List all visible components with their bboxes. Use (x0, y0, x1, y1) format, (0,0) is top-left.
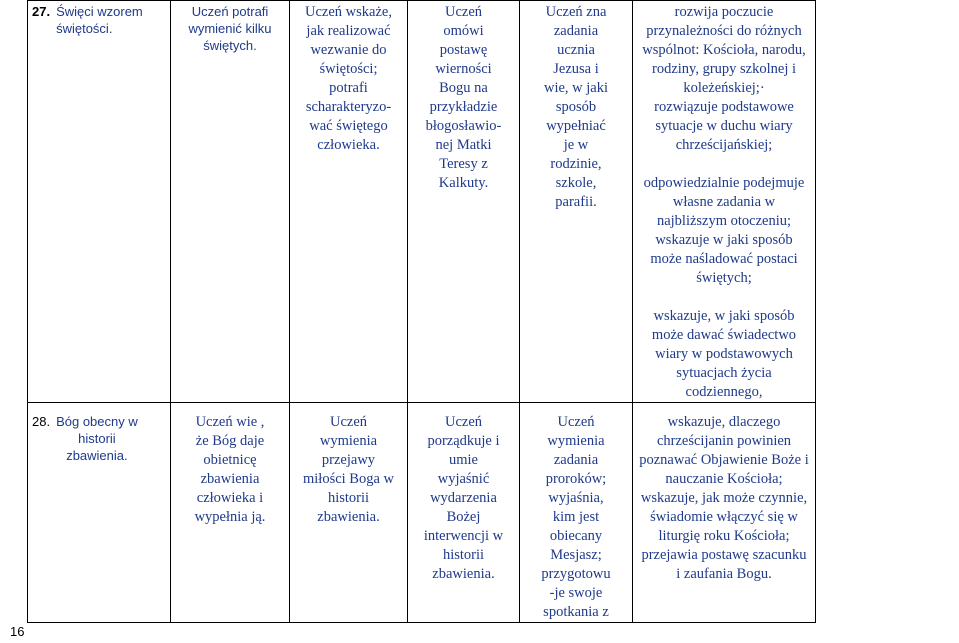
lesson-topic: Święci wzorem świętości. (56, 4, 143, 36)
curriculum-table (27, 0, 816, 623)
advanced-requirements: Uczeń wymienia zadania proroków; wyjaśnia, kim jest obiecany Mesjasz; przygotowu -je swoje spotkania z (520, 403, 633, 623)
topic-cell (28, 1, 171, 403)
table-row (28, 403, 816, 623)
topic-cell (28, 403, 171, 623)
outcomes-part-1: rozwija poczucie przynależności do różnych wspólnot: Kościoła, narodu, rodziny, grupy szkolnej i koleżeńskiej;· rozwiązuje podstawowe sytuacje w duchu wiary chrześcijańskiej; (642, 4, 806, 153)
learning-outcomes: wskazuje, dlaczego chrześcijanin powinien poznawać Objawienie Boże i nauczanie Kościoła; wskazuje, jak może czynnie, świadomie włączyć się w liturgię roku Kościoła; przejawia postawę szacunku i zaufania Bogu. (633, 403, 816, 623)
lesson-number: 27. (32, 4, 51, 19)
extended-requirements: Uczeń wskaże, jak realizować wezwanie do świętości; potrafi scharakteryzo- wać świętego człowieka. (290, 1, 408, 403)
table-row (28, 1, 816, 403)
page-number: 16 (10, 624, 25, 639)
advanced-requirements: Uczeń zna zadania ucznia Jezusa i wie, w jaki sposób wypełniać je w rodzinie, szkole, parafii. (520, 1, 633, 403)
outcomes-part-3: wskazuje, w jaki sposób może dawać świadectwo wiary w podstawowych sytuacjach życia codziennego, (651, 308, 797, 400)
extended-requirements: Uczeń wymienia przejawy miłości Boga w historii zbawienia. (290, 403, 408, 623)
basic-requirements: Uczeń wie , że Bóg daje obietnicę zbawienia człowieka i wypełnia ją. (171, 403, 290, 623)
lesson-number: 28. (32, 414, 51, 429)
outcomes-part-2: odpowiedzialnie podejmuje własne zadania w najbliższym otoczeniu; wskazuje w jaki sposób może naśladować postaci świętych; (643, 175, 805, 286)
basic-requirements: Uczeń potrafi wymienić kilku świętych. (171, 1, 290, 403)
learning-outcomes (633, 1, 816, 403)
full-requirements: Uczeń porządkuje i umie wyjaśnić wydarzenia Bożej interwencji w historii zbawienia. (408, 403, 520, 623)
lesson-topic: Bóg obecny w historii zbawienia. (56, 414, 138, 463)
full-requirements: Uczeń omówi postawę wierności Bogu na przykładzie błogosławio- nej Matki Teresy z Kalkuty. (408, 1, 520, 403)
